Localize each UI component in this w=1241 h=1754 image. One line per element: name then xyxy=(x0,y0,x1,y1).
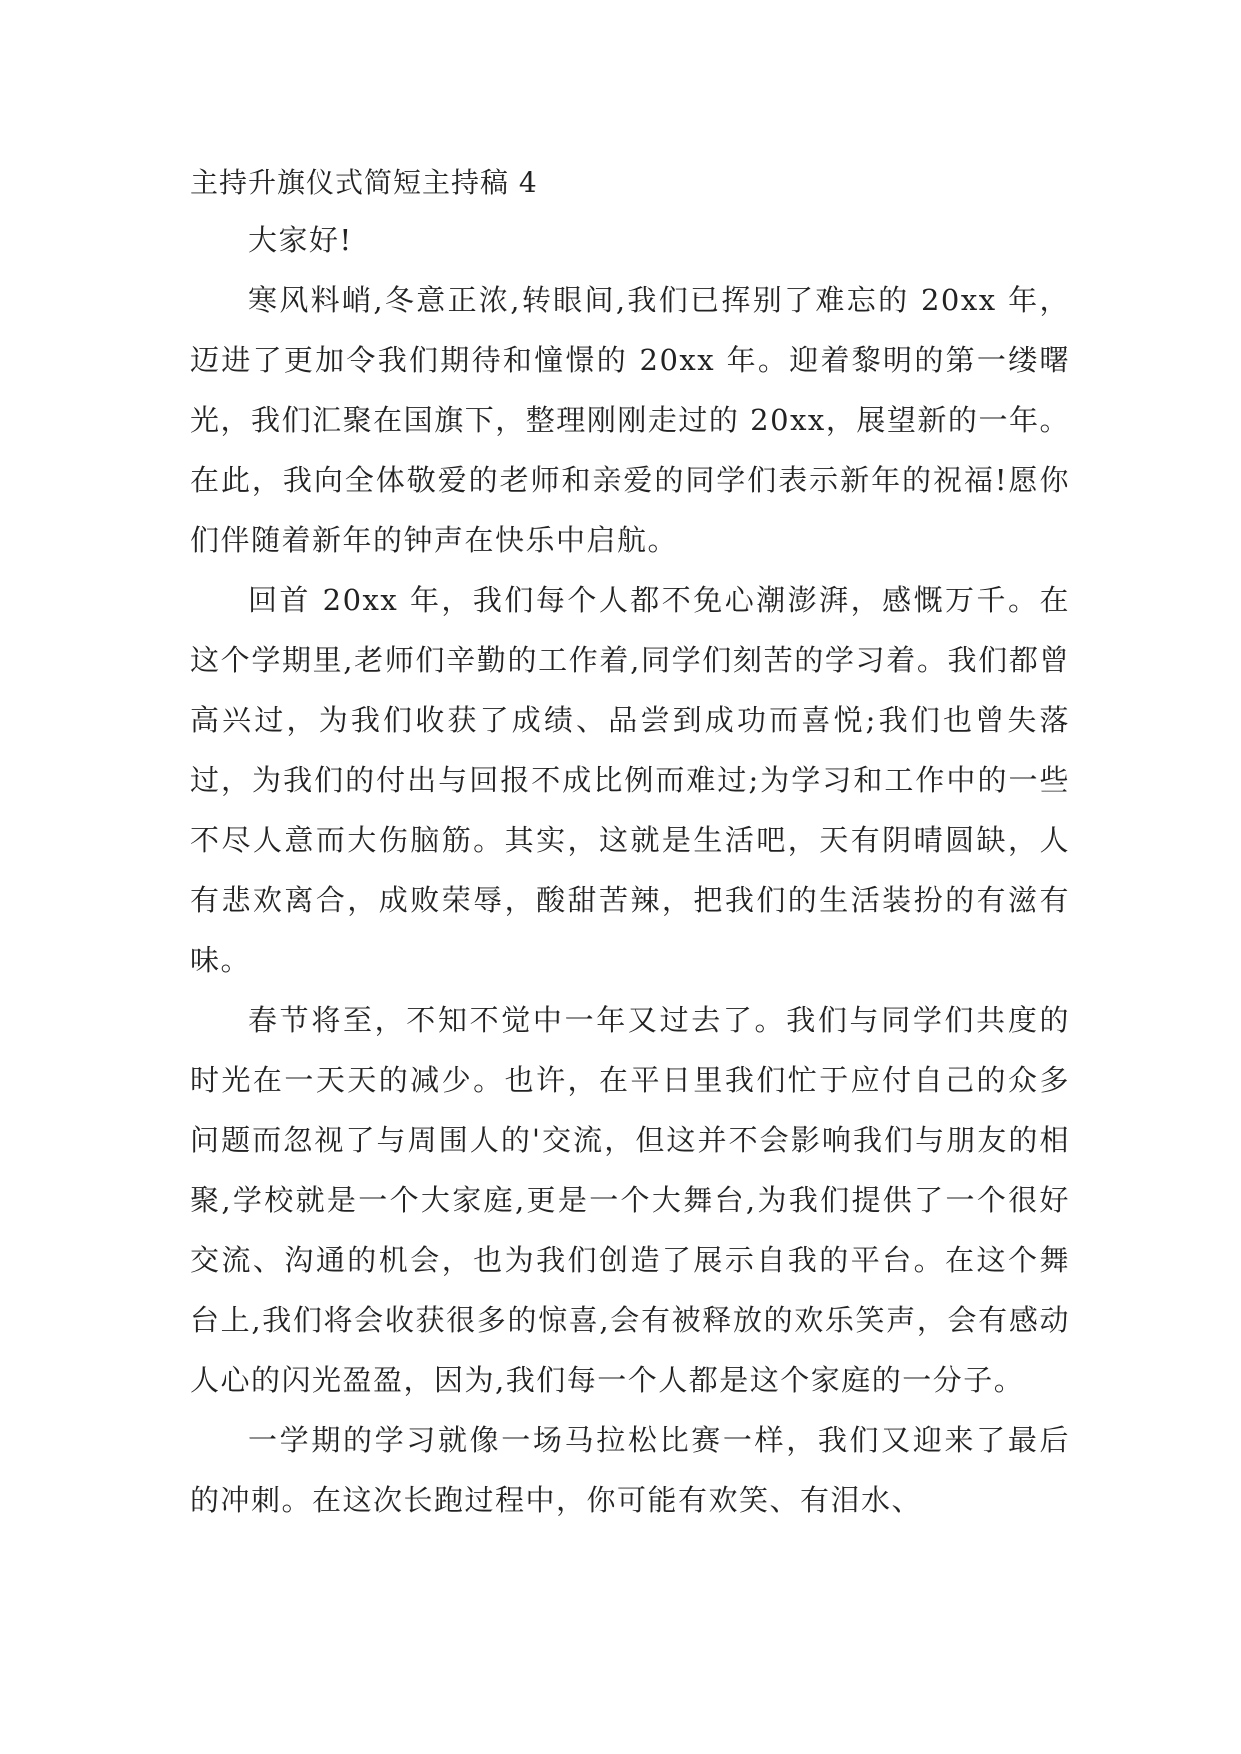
document-body xyxy=(190,160,1070,1530)
paragraph-1: 寒风料峭,冬意正浓,转眼间,我们已挥别了难忘的 20xx 年，迈进了更加令我们期待和憧憬的 20xx 年。迎着黎明的第一缕曙光，我们汇聚在国旗下，整理刚刚走过的 20xx，展望新的一年。在此，我向全体敬爱的老师和亲爱的同学们表示新年的祝福!愿你们伴随着新年的钟声在快乐中启航。 xyxy=(190,283,1070,557)
paragraph-2: 回首 20xx 年，我们每个人都不免心潮澎湃，感慨万千。在这个学期里,老师们辛勤的工作着,同学们刻苦的学习着。我们都曾高兴过，为我们收获了成绩、品尝到成功而喜悦;我们也曾失落过，为我们的付出与回报不成比例而难过;为学习和工作中的一些不尽人意而大伤脑筋。其实，这就是生活吧，天有阴晴圆缺，人有悲欢离合，成败荣辱，酸甜苦辣，把我们的生活装扮的有滋有味。 xyxy=(190,583,1070,977)
paragraph-4: 一学期的学习就像一场马拉松比赛一样，我们又迎来了最后的冲刺。在这次长跑过程中，你可能有欢笑、有泪水、 xyxy=(190,1423,1070,1517)
document-title: 主持升旗仪式简短主持稿 4 xyxy=(190,166,538,199)
greeting: 大家好! xyxy=(248,223,353,257)
paragraph-3: 春节将至，不知不觉中一年又过去了。我们与同学们共度的时光在一天天的减少。也许，在平日里我们忙于应付自己的众多问题而忽视了与周围人的'交流，但这并不会影响我们与朋友的相聚,学校就是一个大家庭,更是一个大舞台,为我们提供了一个很好交流、沟通的机会，也为我们创造了展示自我的平台。在这个舞台上,我们将会收获很多的惊喜,会有被释放的欢乐笑声，会有感动人心的闪光盈盈，因为,我们每一个人都是这个家庭的一分子。 xyxy=(190,1003,1070,1397)
